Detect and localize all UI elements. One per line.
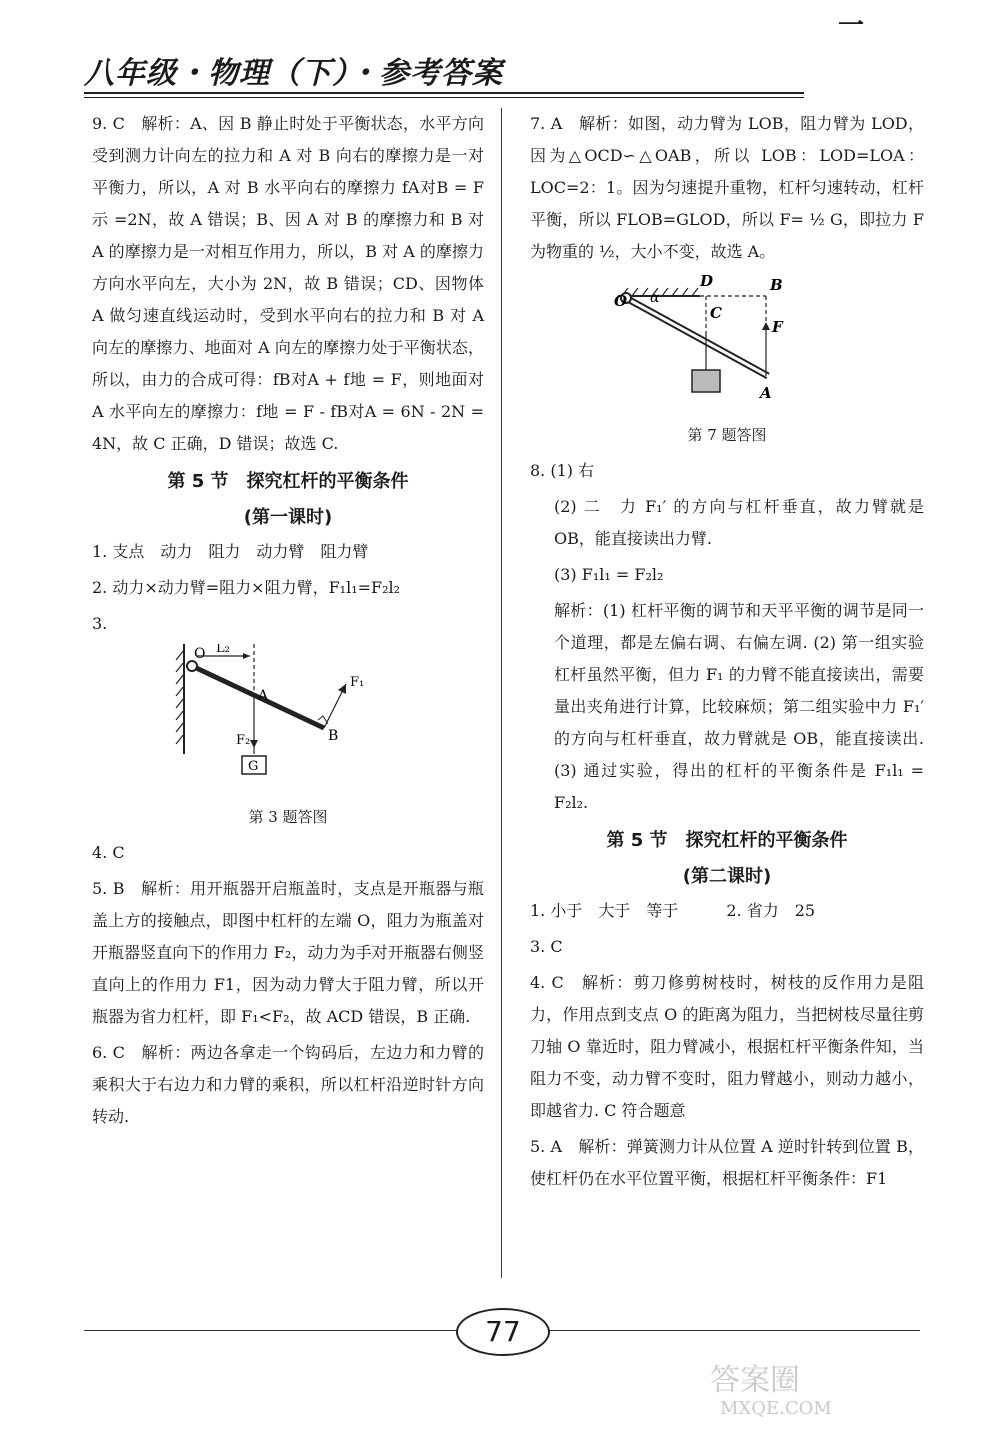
answer-8-explanation: 解析：(1) 杠杆平衡的调节和天平平衡的调节是同一个道理，都是左偏右调、右偏左调. (2) 第一组实验杠杆虽然平衡，但力 F₁ 的力臂不能直接读出，需要量出夹角进行计算，比较麻烦；第二组实验中力 F₁′ 的方向与杠杆垂直，故力臂就是 OB，能直接读出. (3) 通过实验，得出的杠杆的平衡条件是 F₁l₁ = F₂l₂. xyxy=(554,601,924,812)
header-rule xyxy=(84,92,804,94)
left-column xyxy=(92,108,484,1137)
page-footer xyxy=(84,1306,920,1356)
right-column xyxy=(530,108,924,1199)
page-number: 77 xyxy=(456,1308,550,1356)
lever-diagram-7 xyxy=(530,272,924,412)
label-F: F xyxy=(772,318,783,336)
answer-3: 3. xyxy=(92,614,108,633)
section-title-2: 第 5 节 探究杠杆的平衡条件 xyxy=(606,830,848,851)
label-F2: F₂ xyxy=(236,733,251,748)
answer-8-3: (3) F₁l₁ = F₂l₂ xyxy=(554,565,664,584)
answer-8-2: (2) 二 力 F₁′ 的方向与杠杆垂直，故力臂就是 OB，能直接读出力臂. xyxy=(554,497,924,548)
answer-8-1: 8. (1) 右 xyxy=(530,461,595,480)
answer-b5: 5. A 解析：弹簧测力计从位置 A 逆时针转到位置 B，使杠杆仍在水平位置平衡，根据杠杆平衡条件：F1 xyxy=(530,1137,924,1188)
header-rule-thin xyxy=(84,97,804,98)
page-title: 八年级・物理（下）・参考答案 xyxy=(84,56,503,91)
watermark-url: MXQE.COM xyxy=(720,1398,832,1418)
answer-4: 4. C xyxy=(92,843,125,862)
corner-mark: 一 xyxy=(838,11,865,41)
answer-5: 5. B 解析：用开瓶器开启瓶盖时，支点是开瓶器与瓶盖上方的接触点，即图中杠杆的左端 O，阻力为瓶盖对开瓶器竖直向下的作用力 F₂，动力为手对开瓶器右侧竖直向上的作用力 F1，因为动力臂大于阻力臂，所以开瓶器为省力杠杆，即 F₁<F₂，故 ACD 错误，B 正确. xyxy=(92,879,484,1026)
answer-9: 9. C 解析：A、因 B 静止时处于平衡状态，水平方向受到测力计向左的拉力和 A 对 B 向右的摩擦力是一对平衡力，所以，A 对 B 水平向右的摩擦力 fA对B = F示 =2N，故 A 错误；B、因 A 对 B 的摩擦力和 B 对 A 的摩擦力是一对相互作用力，所以，B 对 A 的摩擦力方向水平向左，大小为 2N，故 B 错误；CD、因物体 A 做匀速直线运动时，受到水平向右的拉力和 B 对 A 向左的摩擦力、地面对 A 向左的摩擦力处于平衡状态，所以，由力的合成可得：fB对A + f地 = F，则地面对 A 水平向左的摩擦力：f地 = F - fB对A = 6N - 2N = 4N，故 C 正确，D 错误；故选 C. xyxy=(92,114,484,453)
label-B: B xyxy=(328,728,339,744)
answer-b3: 3. C xyxy=(530,937,563,956)
figure-3-caption: 第 3 题答图 xyxy=(248,808,328,826)
answer-1: 1. 支点 动力 阻力 动力臂 阻力臂 xyxy=(92,542,369,561)
label-A7: A xyxy=(760,384,772,402)
label-A: A xyxy=(258,688,269,704)
label-F1: F₁ xyxy=(350,675,365,690)
section-title: 第 5 节 探究杠杆的平衡条件 xyxy=(167,471,409,492)
label-O: O xyxy=(194,646,206,662)
answer-b1: 1. 小于 大于 等于 2. 省力 25 xyxy=(530,901,816,920)
label-D: D xyxy=(700,272,714,290)
label-alpha: α xyxy=(650,290,660,306)
label-C: C xyxy=(710,304,722,322)
figure-7-caption: 第 7 题答图 xyxy=(687,426,767,444)
page-header xyxy=(84,48,804,98)
answer-6: 6. C 解析：两边各拿走一个钩码后，左边力和力臂的乘积大于右边力和力臂的乘积，所以杠杆沿逆时针方向转动. xyxy=(92,1043,484,1126)
figure-7 xyxy=(530,272,924,447)
label-B7: B xyxy=(770,276,783,294)
lesson-title: (第一课时) xyxy=(243,507,333,528)
watermark-logo xyxy=(690,1358,940,1418)
column-divider xyxy=(501,108,502,1278)
answer-7: 7. A 解析：如图，动力臂为 LOB，阻力臂为 LOD，因为△OCD∽△OAB，所以 LOB：LOD=LOA：LOC=2：1。因为匀速提升重物，杠杆匀速转动，杠杆平衡，所以 FLOB=GLOD，所以 F= ½ G，即拉力 F 为物重的 ½，大小不变，故选 A。 xyxy=(530,114,924,261)
figure-3 xyxy=(92,644,484,829)
lesson-title-2: (第二课时) xyxy=(682,866,772,887)
label-G: G xyxy=(248,759,259,774)
label-L2: L₂ xyxy=(216,644,230,656)
label-O7: O xyxy=(614,292,628,310)
watermark-text: 答案圈 xyxy=(710,1363,800,1398)
answer-2: 2. 动力×动力臂=阻力×阻力臂，F₁l₁=F₂l₂ xyxy=(92,578,401,597)
answer-b4: 4. C 解析：剪刀修剪树枝时，树枝的反作用力是阻力，作用点到支点 O 的距离为阻力，当把树枝尽量往剪刀轴 O 靠近时，阻力臂减小，根据杠杆平衡条件知，当阻力不变，动力臂不变时，阻力臂越小，则动力越小，即越省力. C 符合题意 xyxy=(530,973,924,1120)
lever-diagram-3 xyxy=(92,644,484,794)
